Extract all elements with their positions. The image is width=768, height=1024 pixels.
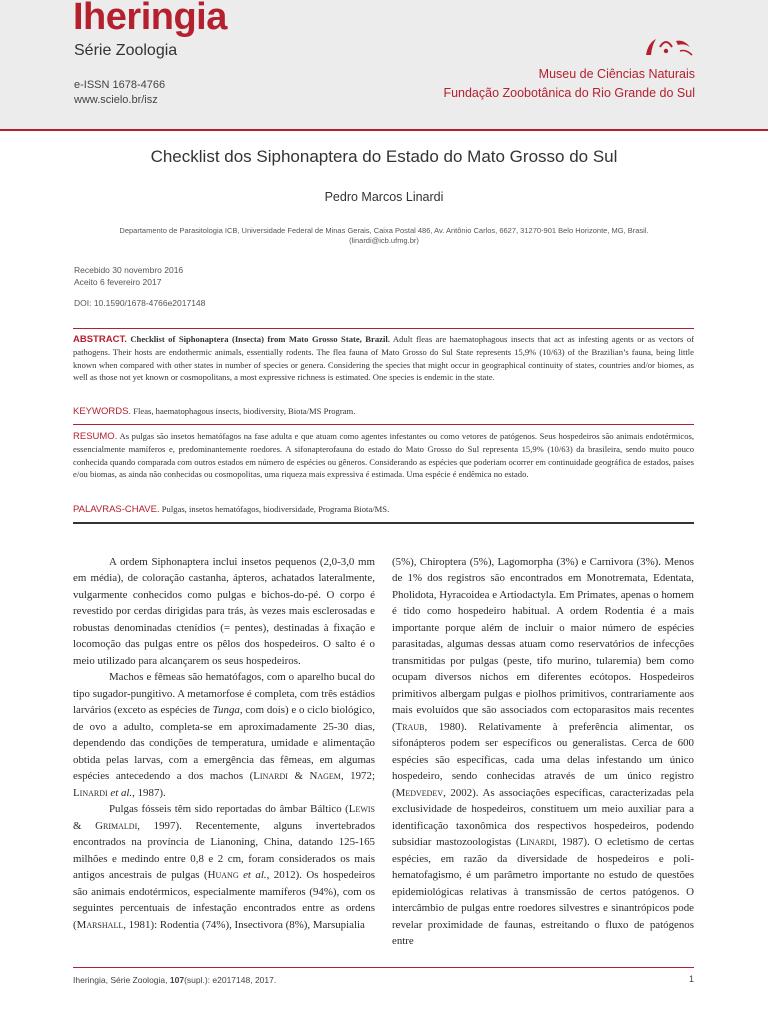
page-number: 1	[688, 974, 694, 984]
journal-series: Série Zoologia	[74, 42, 178, 59]
body-paragraph: A ordem Siphonaptera inclui insetos pequenos (2,0-3,0 mm em média), de coloração castanha, ápteros, achatados lateralmente, vulgarmente conhecidos como pulgas e bichos-do-pé. O corpo é revestido por cerdas dirigidas para trás, às vezes mais esclerosadas e robustas denominadas ctenídios (= pentes), destinadas à fixação e locomoção das pulgas entre os pêlos dos hospedeiros. O salto é o meio utilizado para alcançarem os seus hospedeiros.	[73, 556, 375, 667]
resumo-top-rule	[73, 424, 694, 425]
received-date: Recebido 30 novembro 2016	[74, 265, 184, 275]
keywords-text: Fleas, haematophagous insects, biodiversity, Biota/MS Program.	[133, 406, 356, 416]
body-paragraph: Pulgas fósseis têm sido reportadas do âmbar Báltico (Lewis & Grimaldi, 1997). Recentemente, alguns invertebrados encontrados na província de Lianoning, China, datando 125-165 milhões e medindo entre 0,8 e 2 cm, foram considerados os mais antigos ancestrais de pulgas (Huang et al., 2012). Os hospedeiros são animais endotérmicos, especialmente mamíferos (94%), com os seguintes percentuais de infestação encontrados entre as ordens (Marshall, 1981): Rodentia (74%), Insectivora (8%), Marsupialia	[73, 803, 376, 931]
palavras-chave-paragraph	[73, 503, 694, 516]
footer-divider	[73, 967, 694, 968]
journal-title: Iheringia	[73, 0, 227, 38]
article-author: Pedro Marcos Linardi	[324, 190, 444, 204]
abstract-label: ABSTRACT.	[73, 334, 127, 345]
palavras-chave-label: PALAVRAS-CHAVE.	[73, 504, 160, 515]
resumo-text: As pulgas são insetos hematófagos na fase adulta e que atuam como agentes infestantes ou como vetores de patógenos. Seus hospedeiros são animais endotérmicos, essencialmente mamíferos e, predominantemente roedores. A sifonapterofauna do estado do Mato Grosso do Sul representa 15,9% (10/63) da brasileira, sendo muito pouco conhecida quando comparada com outros estados em número de espécies ou gêneros. Considerando as espécies que poderiam ocorrer em continuidade geográfica de estados, países e/ou biomas, as ainda não conhecidas ou cosmopolitas, uma riqueza mais expressiva é estimada. Uma espécie é endêmica no estado.	[73, 431, 694, 480]
abstract-text: Adult fleas are haematophagous insects that act as infesting agents or as vectors of pathogens. Their hosts are endothermic animals, essentially rodents. The flea fauna of Mato Grosso do Sul State represents 15,9% (10/63) of the Brazilian’s fauna, being little known when compared with other states in number of species or genera. Considering the species that might occur in geographical continuity of states, countries and/or biomes, as well as those not yet known or cosmopolitans, a most expressive richness is estimated. One species is endemic in the state.	[73, 334, 694, 383]
keywords-label: KEYWORDS.	[73, 406, 132, 417]
resumo-label: RESUMO.	[73, 431, 118, 442]
article-doi[interactable]: DOI: 10.1590/1678-4766e2017148	[74, 298, 206, 308]
article-title: Checklist dos Siphonaptera do Estado do Mato Grosso do Sul	[150, 147, 618, 166]
keywords-paragraph	[73, 405, 694, 418]
body-paragraph: (5%), Chiroptera (5%), Lagomorpha (3%) e Carnivora (3%). Menos de 1% dos registros são encontrados em Monotremata, Edentata, Pholidota, Hyracoidea e Artiodactyla. Em Primates, apenas o homem é tido como hospedeiro habitual. A ordem Rodentia é a mais importante porque além de incluir o maior número de espécies parasitadas, algumas dessas atuam como reservatórios de infecções transmitidas por pulgas (peste, tifo murino, tularemia) bem como ocupam diversos nichos em diferentes ecótopos. Hospedeiros primitivos albergam pulgas e piolhos primitivos, contrariamente aos mais evoluídos que são associados com ectoparasitos mais recentes (Traub, 1980). Relativamente à preferência alimentar, os sifonápteros podem ser específicos ou generalistas. Cerca de 600 espécies são específicas, cada uma delas infestando um único hospedeiro, sendo conhecidas através de um único registro (Medvedev, 2002). As associações específicas, caracterizadas pela exclusividade de hospedeiros, constituem um meio auxiliar para a identificação taxonômica dos respectivos hospedeiros, podendo subsidiar mastozoologistas (Linardi, 1987). O ecletismo de certas espécies, em razão da diversidade de hospedeiros e poli-hematofagismo, é um parâmetro importante no estudo de questões epidemiológicas relativas à transmissão de certos patógenos. O intercâmbio de pulgas entre roedores silvestres e sinantrópicos pode revelar proximidade de faunas, estreitando o fluxo de patógenos entre	[392, 556, 694, 948]
body-column-left	[73, 554, 375, 933]
body-paragraph: Machos e fêmeas são hematófagos, com o aparelho bucal do tipo sugador-pungitivo. A metamorfose é completa, com três estádios larvários (exceto as espécies de Tunga, com dois) e o ciclo biológico, de ovo a adulto, completa-se em aproximadamente 25-30 dias, dependendo das condições de temperatura, umidade e alimentação obtida pelas larvas, com a emergência das fêmeas, em algumas espécies antecedendo a dos machos (Linardi & Nagem, 1972; Linardi et al., 1987).	[73, 671, 375, 799]
affiliation-email: (linardi@icb.ufmg.br)	[349, 236, 419, 245]
institution-name: Museu de Ciências Naturais	[538, 67, 695, 81]
abstract-title: Checklist of Siphonaptera (Insecta) from Mato Grosso State, Brazil.	[130, 334, 390, 344]
foundation-name: Fundação Zoobotânica do Rio Grande do Sul	[443, 86, 695, 100]
journal-site-link[interactable]: www.scielo.br/isz	[74, 94, 158, 106]
accepted-date: Aceito 6 fevereiro 2017	[74, 277, 162, 287]
abstract-top-rule	[73, 328, 694, 329]
museum-logo-icon	[642, 33, 694, 61]
abstract-bottom-rule	[73, 522, 694, 524]
abstract-paragraph	[73, 333, 694, 384]
palavras-chave-text: Pulgas, insetos hematófagos, biodiversidade, Programa Biota/MS.	[161, 504, 390, 514]
footer-citation: Iheringia, Série Zoologia, 107(supl.): e2017148, 2017.	[73, 975, 277, 985]
author-affiliation	[90, 226, 678, 246]
article-dates	[74, 264, 183, 288]
body-column-right	[392, 554, 694, 950]
header-divider	[0, 129, 768, 131]
resumo-paragraph	[73, 430, 694, 481]
issn: e-ISSN 1678-4766	[74, 79, 166, 91]
affiliation-address: Departamento de Parasitologia ICB, Universidade Federal de Minas Gerais, Caixa Postal 486, Av. Antônio Carlos, 6627, 31270-901 Belo Horizonte, MG, Brasil.	[119, 226, 649, 235]
